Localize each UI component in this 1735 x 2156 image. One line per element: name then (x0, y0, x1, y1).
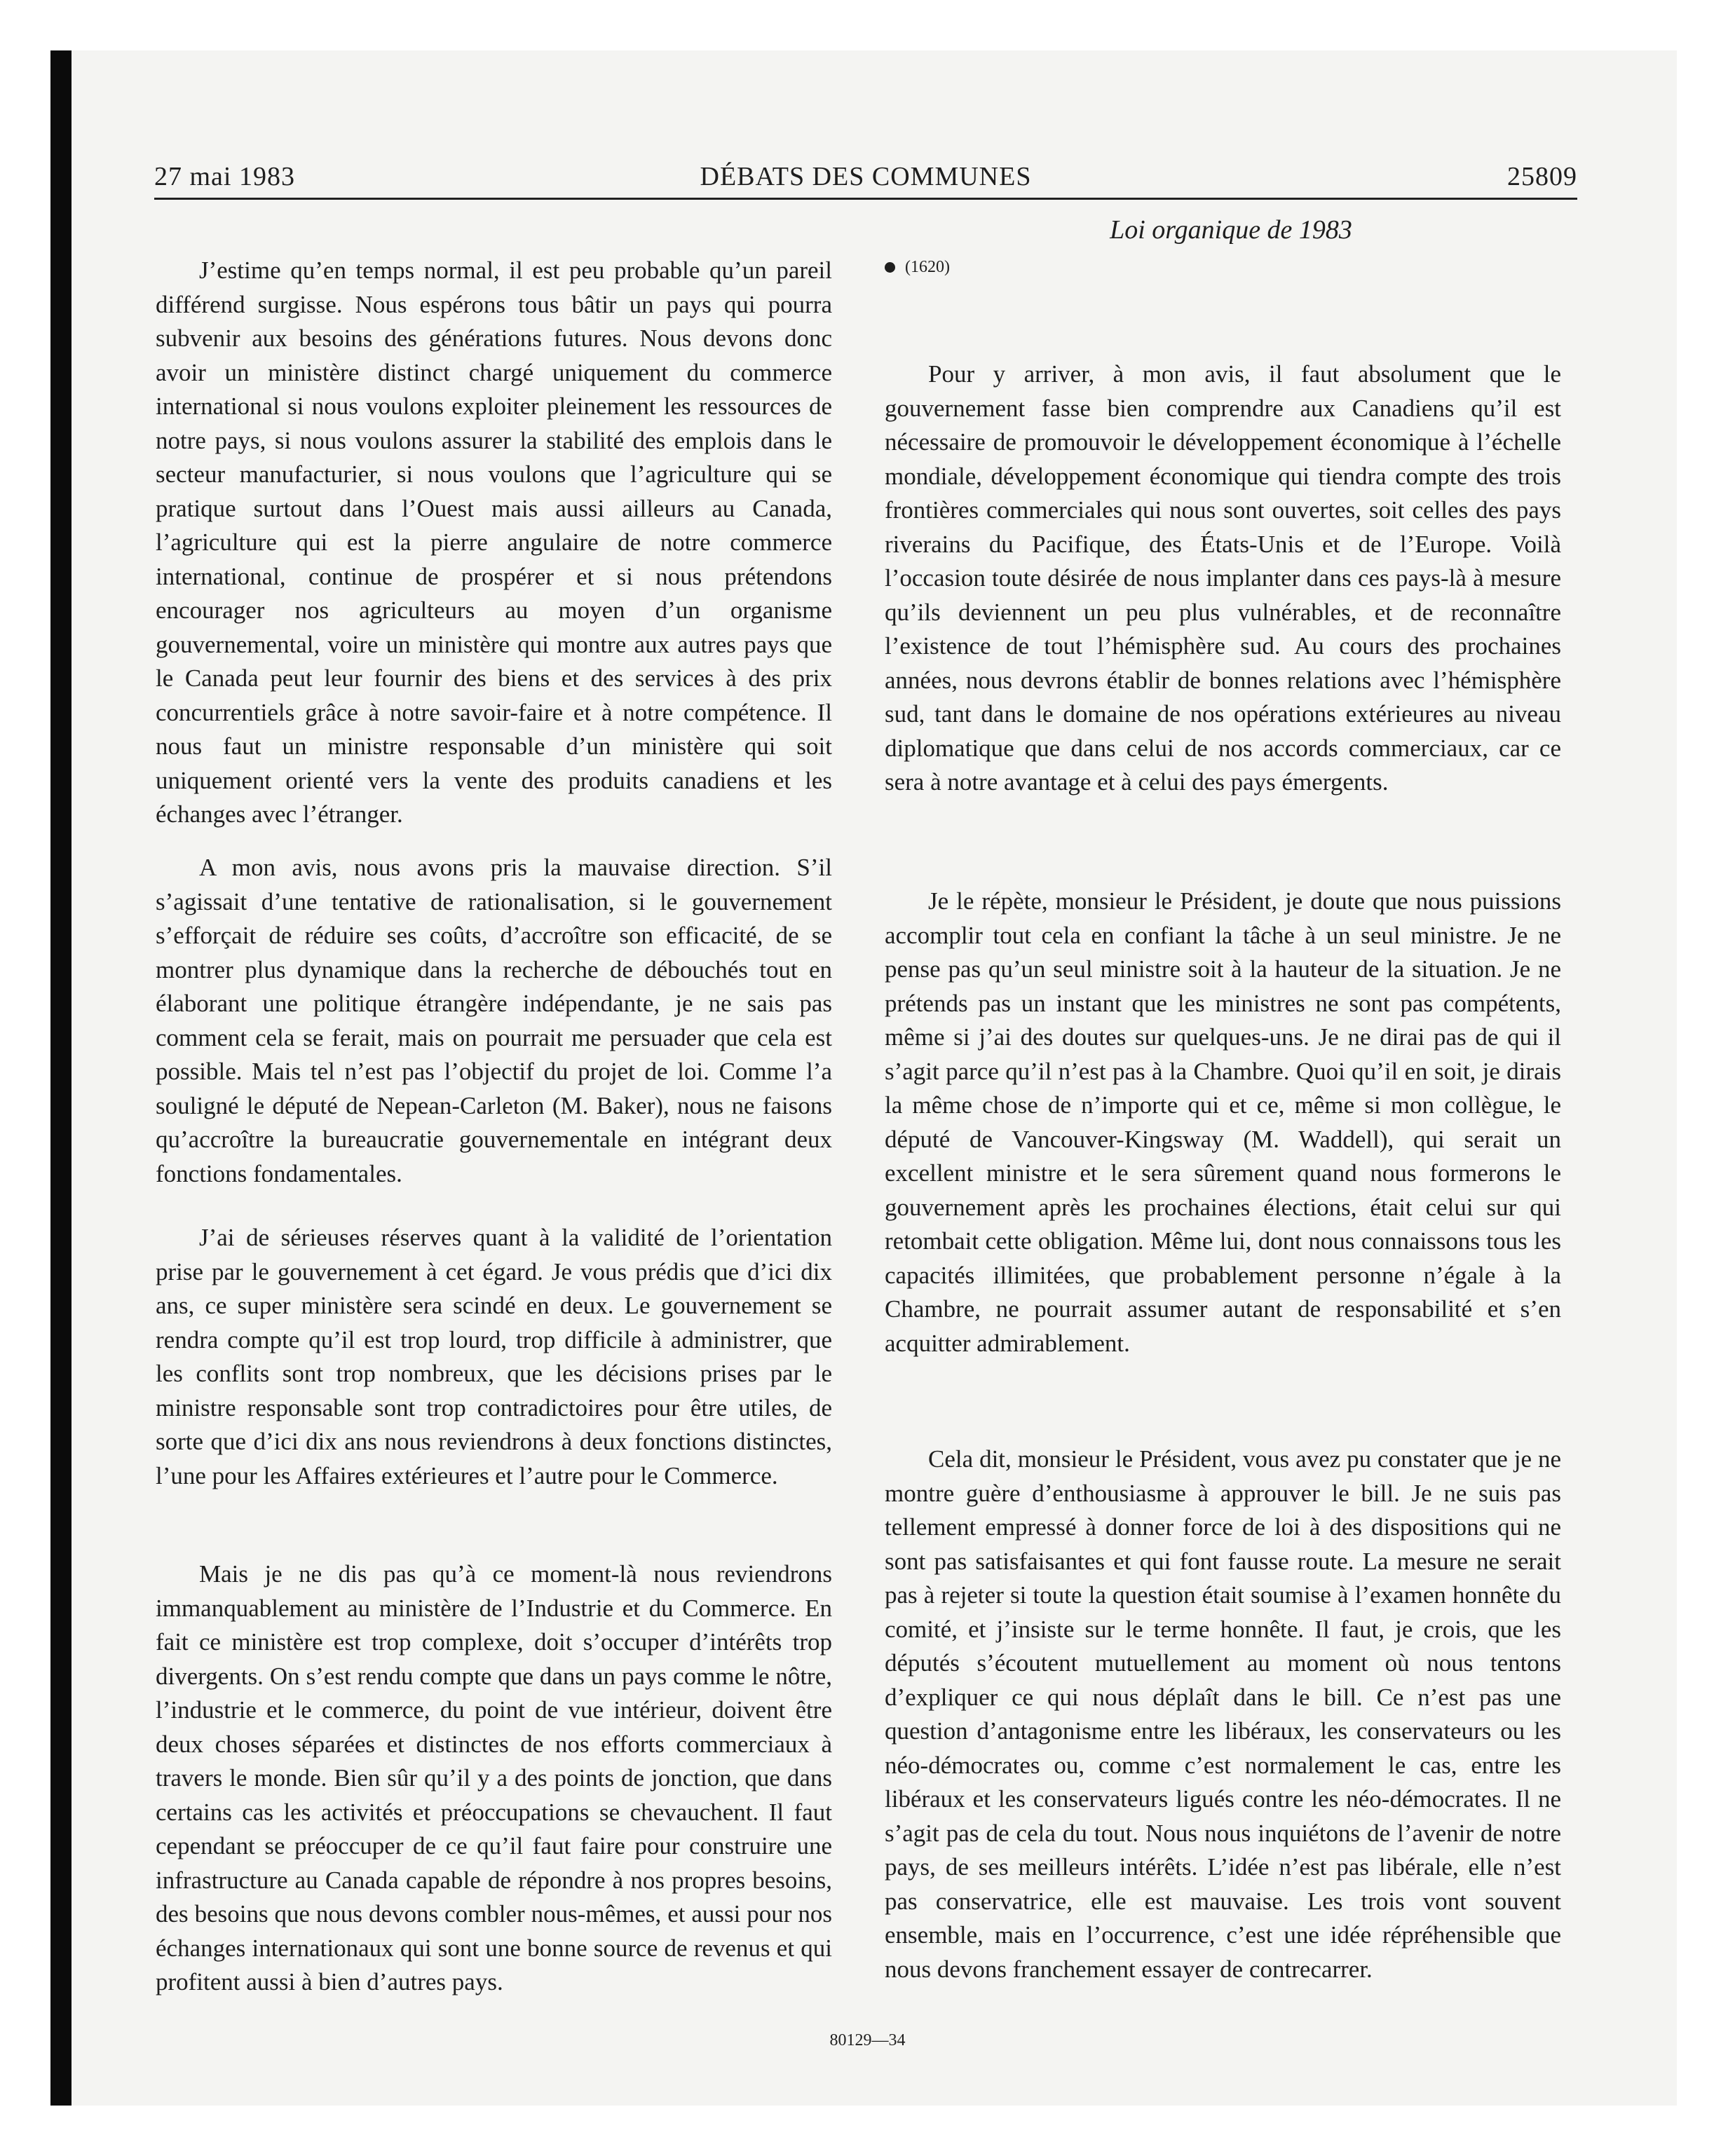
page-number: 25809 (1507, 162, 1577, 191)
paragraph: Je le répète, monsieur le Président, je doute que nous puissions accomplir tout cela en confiant la tâche à un seul ministre. Je ne pense pas qu’un seul ministre soit à la hauteur de la situation. Je ne prétends pas un instant que les ministres ne sont pas compétents, même si j’ai des doutes sur quelques-uns. Je ne dirai pas de qui il s’agit parce qu’il n’est pas à la Chambre. Quoi qu’il en soit, je dirais la même chose de n’importe qui et ce, même si mon collègue, le député de Vancouver-Kingsway (M. Waddell), qui serait un excellent ministre et le sera sûrement quand nous formerons le gouvernement après les prochaines élections, était celui sur qui retombait cette obligation. Même lui, dont nous connaissons tous les capacités illimitées, que probablement personne n’égale à la Chambre, ne pourrait assumer autant de responsabilité et s’en acquitter admirablement. (885, 887, 1561, 1357)
paragraph: J’estime qu’en temps normal, il est peu probable qu’un pareil différend surgisse. Nous espérons tous bâtir un pays qui pourra subvenir aux besoins des générations futures. Nous devons donc avoir un ministère distinct chargé uniquement du commerce international si nous voulons exploiter pleinement les ressources de notre pays, si nous voulons assurer la stabilité des emplois dans le secteur manufacturier, si nous voulons que l’agriculture qui se pratique surtout dans l’Ouest mais aussi ailleurs au Canada, l’agriculture qui est la pierre angulaire de notre commerce international, continue de prospérer et si nous prétendons encourager nos agriculteurs au moyen d’un organisme gouvernemental, voire un ministère qui montre aux autres pays que le Canada peut leur fournir des biens et des services à des prix concurrentiels grâce à notre savoir-faire et à notre compétence. Il nous faut un ministre responsable d’un ministère qui soit uniquement orienté vers la vente des produits canadiens et les échanges avec l’étranger. (156, 257, 832, 828)
timestamp-text: (1620) (905, 258, 950, 276)
page-header (154, 161, 1577, 200)
paragraph: A mon avis, nous avons pris la mauvaise direction. S’il s’agissait d’une tentative de rationalisation, si le gouvernement s’efforçait de réduire ses coûts, d’accroître son efficacité, de se montrer plus dynamique dans la recherche de débouchés tout en élaborant une politique étrangère indépendante, je ne sais pas comment cela se ferait, mais on pourrait me persuader que cela est possible. Mais tel n’est pas l’objectif du projet de loi. Comme l’a souligné le député de Nepean-Carleton (M. Baker), nous ne faisons qu’accroître la bureaucratie gouvernementale en intégrant deux fonctions fondamentales. (156, 854, 832, 1187)
paragraph: Cela dit, monsieur le Président, vous avez pu constater que je ne montre guère d’enthousiasme à approuver le bill. Je ne suis pas tellement empressé à donner force de loi à des dispositions qui ne sont pas satisfaisantes et qui font fausse route. La mesure ne serait pas à rejeter si toute la question était soumise à l’examen honnête du comité, et j’insiste sur le terme honnête. Il faut, je crois, que les députés s’écoutent mutuellement au moment où nous tentons d’expliquer ce qui nous déplaît dans le bill. Ce n’est pas une question d’antagonisme entre les libéraux, les conservateurs ou les néo-démocrates ou, comme c’est normalement le cas, entre les libéraux et les conservateurs ligués contre les néo-démocrates. Il ne s’agit pas de cela du tout. Nous nous inquiétons de l’avenir de notre pays, de ses meilleurs intérêts. L’idée n’est pas libérale, elle n’est pas conservatrice, elle est mauvaise. Les trois vont souvent ensemble, mais en l’occurrence, c’est une idée répréhensible que nous devons franchement essayer de contrecarrer. (885, 1445, 1561, 1983)
paragraph: Mais je ne dis pas qu’à ce moment-là nous reviendrons immanquablement au ministère de l’Industrie et du Commerce. En fait ce ministère est trop complexe, doit s’occuper d’intérêts trop divergents. On s’est rendu compte que dans un pays comme le nôtre, l’industrie et le commerce, du point de vue intérieur, doivent être deux choses séparées et distinctes de nos efforts commerciaux à travers le monde. Bien sûr qu’il y a des points de jonction, que dans certains cas les activités et préoccupations se chevauchent. Il faut cependant se préoccuper de ce qu’il faut faire pour construire une infrastructure au Canada capable de répondre à nos propres besoins, des besoins que nous devons combler nous-mêmes, et aussi pour nos échanges internationaux qui sont une bonne source de revenus et qui profitent aussi à bien d’autres pays. (156, 1560, 832, 1995)
bullet-icon (885, 262, 895, 273)
paragraph: Pour y arriver, à mon avis, il faut absolument que le gouvernement fasse bien comprendre aux Canadiens qu’il est nécessaire de promouvoir le développement économique à l’échelle mondiale, développement économique qui tiendra compte des trois frontières commerciales qui nous sont ouvertes, soit celles des pays riverains du Pacifique, des États-Unis et de l’Europe. Voilà l’occasion toute désirée de nous implanter dans ces pays-là à mesure qu’ils deviennent un peu plus vulnérables, et de reconnaître l’existence de tout l’hémisphère sud. Au cours des prochaines années, nous devrons établir de bonnes relations avec l’hémisphère sud, tant dans le domaine de nos opérations extérieures au niveau diplomatique que dans celui de nos accords commerciaux, car ce sera à notre avantage et à celui des pays émergents. (885, 360, 1561, 796)
header-date: 27 mai 1983 (154, 162, 295, 191)
print-code: 80129—34 (829, 2031, 906, 2049)
binding-edge (50, 50, 72, 2106)
journal-title: DÉBATS DES COMMUNES (700, 162, 1032, 191)
timestamp-marker (885, 258, 950, 277)
running-title: Loi organique de 1983 (1110, 215, 1352, 245)
paragraph: J’ai de sérieuses réserves quant à la validité de l’orientation prise par le gouvernement à cet égard. Je vous prédis que d’ici dix ans, ce super ministère sera scindé en deux. Le gouvernement se rendra compte qu’il est trop lourd, trop difficile à administrer, que les conflits sont trop nombreux, que les décisions prises par le ministre responsable sont trop contradictoires pour être utiles, de sorte que d’ici dix ans nous reviendrons à deux fonctions distinctes, l’une pour les Affaires extérieures et l’autre pour le Commerce. (156, 1224, 832, 1489)
